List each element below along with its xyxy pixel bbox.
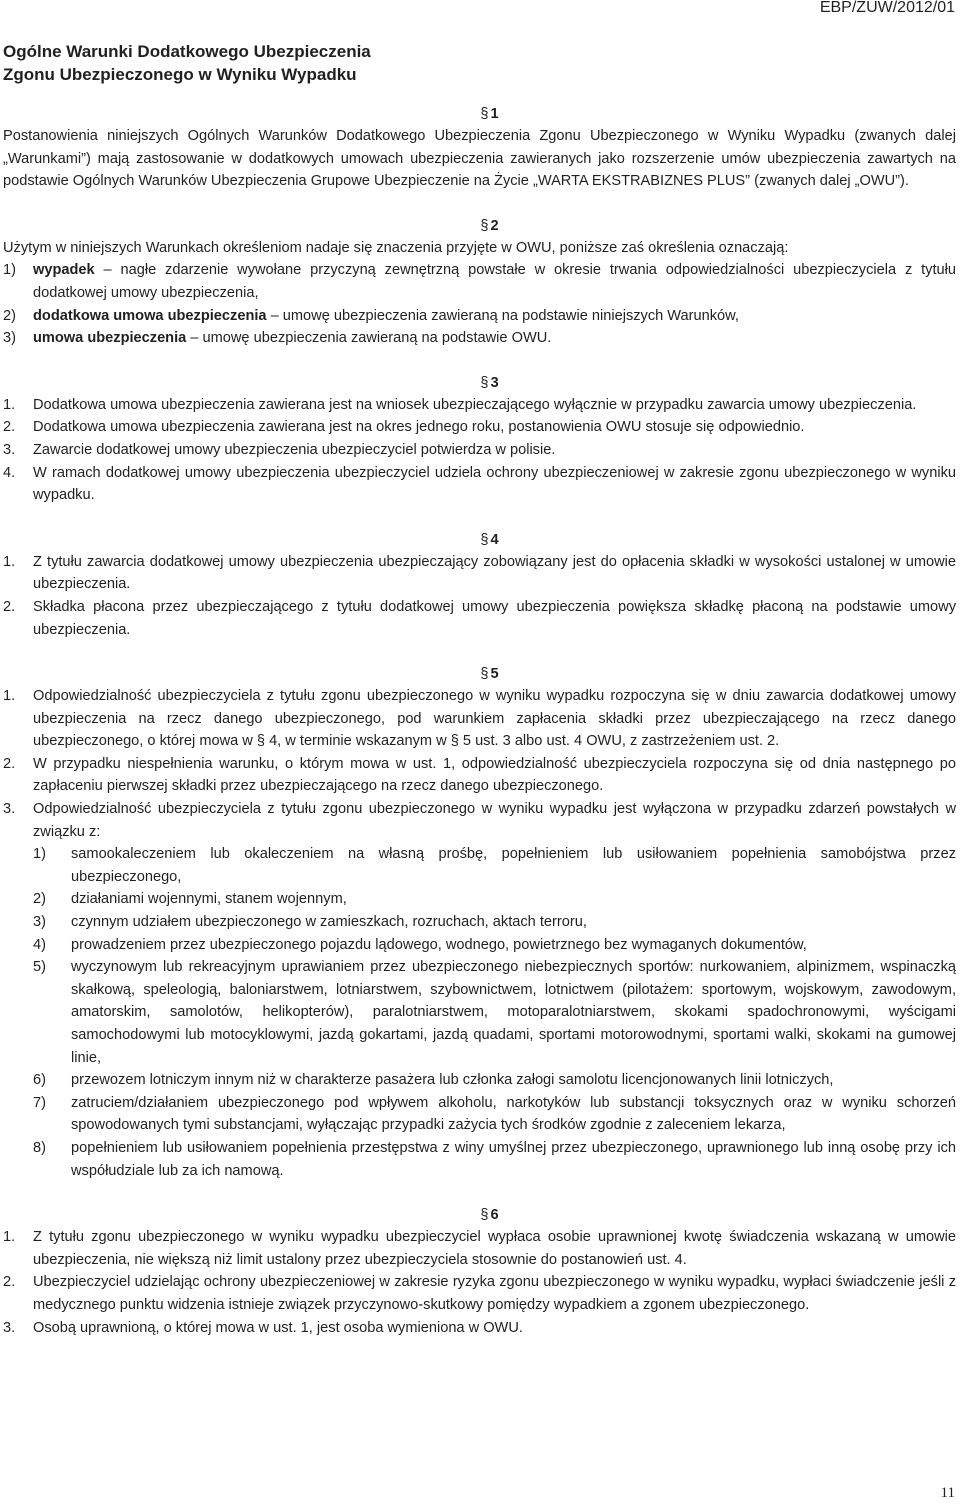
item-number: 5): [33, 959, 46, 976]
item-text: czynnym udziałem ubezpieczonego w zamieszkach, rozruchach, aktach terroru,: [71, 914, 587, 931]
list-item: [3, 1317, 956, 1340]
page-number: 11: [940, 1485, 955, 1501]
item-number: 2.: [3, 419, 16, 436]
exclusion-item: [3, 888, 956, 911]
item-text: Dodatkowa umowa ubezpieczenia zawierana jest na wniosek ubezpieczającego wyłącznie w przypadku zawarcia umowy ubezpieczenia.: [33, 396, 917, 413]
definition-term: wypadek: [33, 262, 95, 279]
item-number: 2): [3, 307, 16, 324]
document-body: [3, 103, 956, 1339]
item-text: samookaleczeniem lub okaleczeniem na własną prośbę, popełnieniem lub usiłowaniem popełnienia samobójstwa przez ubezpieczonego,: [71, 846, 956, 885]
list-item: [3, 462, 956, 507]
document-title: [3, 40, 371, 86]
item-number: 4): [33, 936, 46, 953]
definition-item: [3, 259, 956, 304]
section-heading-6: [3, 1204, 956, 1226]
item-text: Ubezpieczyciel udzielając ochrony ubezpieczeniowej w zakresie ryzyka zgonu ubezpieczonego w wyniku wypadku, wypłaci świadczenie jeśli z medycznego punktu widzenia istnieje związek przyczynowo-skutkowy pomiędzy wypadkiem a zgonem ubezpieczonego.: [33, 1274, 956, 1313]
item-text: działaniami wojennymi, stanem wojennym,: [71, 891, 347, 908]
paragraph-symbol: §: [480, 666, 489, 683]
item-text: Z tytułu zgonu ubezpieczonego w wyniku wypadku ubezpieczyciel wypłaca osobie uprawnionej kwotę świadczenia wskazaną w umowie ubezpieczenia, nie większą niż limit ustalony przez ubezpieczyciela stosownie do postanowień ust. 4.: [33, 1229, 956, 1268]
item-text: Dodatkowa umowa ubezpieczenia zawierana jest na okres jednego roku, postanowienia OWU stosuje się odpowiednio.: [33, 419, 805, 436]
document-code: EBP/ZUW/2012/01: [819, 0, 955, 16]
item-number: 2.: [3, 598, 16, 615]
item-text: wyczynowym lub rekreacyjnym uprawianiem przez ubezpieczonego niebezpiecznych sportów: nurkowaniem, alpinizmem, wspinaczką skałkową, speleologią, baloniarstwem, lotniarstwem, szybownictwem, lotnictwem (pilotażem: sportowym, wojskowym, zawodowym, amatorskim, samolotów, helikopterów), paralotniarstwem, motoparalotniarstwem, skokami spadochronowymi, wyścigami samochodowymi lub motocyklowymi, jazdą gokartami, jazdą quadami, sportami motorowodnymi, sportami walki, skokami na gumowej linie,: [71, 959, 956, 1066]
item-text: Odpowiedzialność ubezpieczyciela z tytułu zgonu ubezpieczonego w wyniku wypadku rozpoczyna się w dniu zawarcia dodatkowej umowy ubezpieczenia na rzecz danego ubezpieczonego, pod warunkiem zapłacenia składki przez ubezpieczającego na rzecz danego ubezpieczonego, o której mowa w § 4, w terminie wskazanym w § 5 ust. 3 albo ust. 4 OWU, z zastrzeżeniem ust. 2.: [33, 688, 956, 750]
item-text: Zawarcie dodatkowej umowy ubezpieczenia ubezpieczyciel potwierdza w polisie.: [33, 441, 556, 458]
definition-item: [3, 327, 956, 350]
section-heading-3: [3, 372, 956, 394]
section-number: 2: [490, 217, 499, 234]
definition-text: – umowę ubezpieczenia zawieraną na podstawie niniejszych Warunków,: [266, 307, 739, 324]
item-number: 4.: [3, 464, 16, 481]
item-number: 1.: [3, 553, 16, 570]
item-text: Składka płacona przez ubezpieczającego z tytułu dodatkowej umowy ubezpieczenia powiększa składkę płaconą na podstawie umowy ubezpieczenia.: [33, 598, 956, 638]
paragraph-symbol: §: [480, 531, 489, 548]
exclusion-item: [3, 934, 956, 957]
item-text: zatruciem/działaniem ubezpieczonego pod wpływem alkoholu, narkotyków lub substancji toksycznych oraz w wyniku schorzeń spowodowanych tymi substancjami, wyłączając przypadki zażycia tych środków zgodnie z zaleceniem lekarza,: [71, 1094, 956, 1134]
list-item: [3, 1271, 956, 1316]
title-line-1: Ogólne Warunki Dodatkowego Ubezpieczenia: [3, 42, 371, 61]
section-2-intro: Użytym w niniejszych Warunkach określeniom nadaje się znaczenia przyjęte w OWU, poniższe zaś określenia oznaczają:: [3, 239, 789, 256]
exclusion-item: [3, 956, 956, 1069]
title-line-2: Zgonu Ubezpieczonego w Wyniku Wypadku: [3, 65, 357, 84]
section-heading-5: [3, 663, 956, 685]
item-text: W ramach dodatkowej umowy ubezpieczenia ubezpieczyciel udziela ochrony ubezpieczeniowej w zakresie zgonu ubezpieczonego w wyniku wypadku.: [33, 464, 956, 504]
item-number: 6): [33, 1072, 46, 1089]
item-number: 3.: [3, 801, 16, 818]
item-number: 8): [33, 1139, 46, 1156]
definition-term: dodatkowa umowa ubezpieczenia: [33, 307, 267, 324]
definition-term: umowa ubezpieczenia: [33, 330, 187, 347]
item-number: 1): [3, 262, 16, 279]
item-number: 1.: [3, 1229, 16, 1246]
exclusion-item: [3, 1092, 956, 1137]
item-text: popełnieniem lub usiłowaniem popełnienia przestępstwa z winy umyślnej przez ubezpieczonego, uprawnionego lub inną osobę przy ich współudziale lub za ich namową.: [71, 1139, 956, 1179]
section-heading-4: [3, 529, 956, 551]
item-number: 1): [33, 846, 46, 863]
list-item: [3, 416, 956, 439]
section-1-text: Postanowienia niniejszych Ogólnych Warunków Dodatkowego Ubezpieczenia Zgonu Ubezpieczonego w Wyniku Wypadku (zwanych dalej „Warunkami”) mają zastosowanie w dodatkowych umowach ubezpieczenia zawieranych jako rozszerzenie umów ubezpieczenia zawartych na podstawie Ogólnych Warunków Ubezpieczenia Grupowe Ubezpieczenie na Życie „WARTA EKSTRABIZNES PLUS” (zwanych dalej „OWU”).: [3, 128, 956, 190]
item-number: 7): [33, 1094, 46, 1111]
definition-text: – nagłe zdarzenie wywołane przyczyną zewnętrzną powstałe w okresie trwania odpowiedzialności ubezpieczyciela z tytułu dodatkowej umowy ubezpieczenia,: [33, 262, 956, 301]
section-heading-1: [3, 103, 956, 125]
section-heading-2: [3, 215, 956, 237]
exclusion-item: [3, 1137, 956, 1182]
paragraph-symbol: §: [480, 1207, 489, 1224]
list-item: [3, 685, 956, 753]
list-item: [3, 1226, 956, 1271]
definition-text: – umowę ubezpieczenia zawieraną na podstawie OWU.: [186, 330, 552, 347]
definition-item: [3, 305, 956, 328]
exclusion-item: [3, 843, 956, 888]
item-number: 3.: [3, 441, 16, 458]
section-number: 4: [490, 531, 499, 548]
exclusion-item: [3, 911, 956, 934]
item-number: 3): [33, 914, 46, 931]
paragraph-symbol: §: [480, 217, 489, 234]
item-number: 3): [3, 330, 16, 347]
item-text: prowadzeniem przez ubezpieczonego pojazdu lądowego, wodnego, powietrznego bez wymaganych dokumentów,: [71, 936, 807, 953]
list-item: [3, 596, 956, 641]
item-text: przewozem lotniczym innym niż w charakterze pasażera lub członka załogi samolotu licencjonowanych linii lotniczych,: [71, 1072, 834, 1089]
section-number: 1: [490, 106, 499, 122]
item-number: 2.: [3, 1274, 16, 1291]
list-item: [3, 439, 956, 462]
list-item: [3, 798, 956, 843]
item-number: 2.: [3, 755, 16, 772]
list-item: [3, 394, 956, 417]
item-number: 1.: [3, 396, 16, 413]
paragraph-symbol: §: [480, 106, 489, 122]
item-text: Osobą uprawnioną, o której mowa w ust. 1, jest osoba wymieniona w OWU.: [33, 1319, 523, 1336]
item-number: 3.: [3, 1319, 16, 1336]
item-number: 2): [33, 891, 46, 908]
section-number: 3: [490, 374, 499, 391]
exclusion-item: [3, 1069, 956, 1092]
section-number: 5: [490, 666, 499, 683]
list-item: [3, 753, 956, 798]
paragraph-symbol: §: [480, 374, 489, 391]
item-text: Odpowiedzialność ubezpieczyciela z tytułu zgonu ubezpieczonego w wyniku wypadku jest wyłączona w przypadku zdarzeń powstałych w związku z:: [33, 801, 956, 840]
item-text: W przypadku niespełnienia warunku, o którym mowa w ust. 1, odpowiedzialność ubezpieczyciela rozpoczyna się od dnia następnego po zapłaceniu pierwszej składki przez ubezpieczającego na rzecz danego ubezpieczonego.: [33, 755, 956, 795]
item-number: 1.: [3, 688, 16, 705]
section-number: 6: [490, 1207, 499, 1224]
item-text: Z tytułu zawarcia dodatkowej umowy ubezpieczenia ubezpieczający zobowiązany jest do opłacenia składki w wysokości ustalonej w umowie ubezpieczenia.: [33, 553, 956, 593]
list-item: [3, 551, 956, 596]
